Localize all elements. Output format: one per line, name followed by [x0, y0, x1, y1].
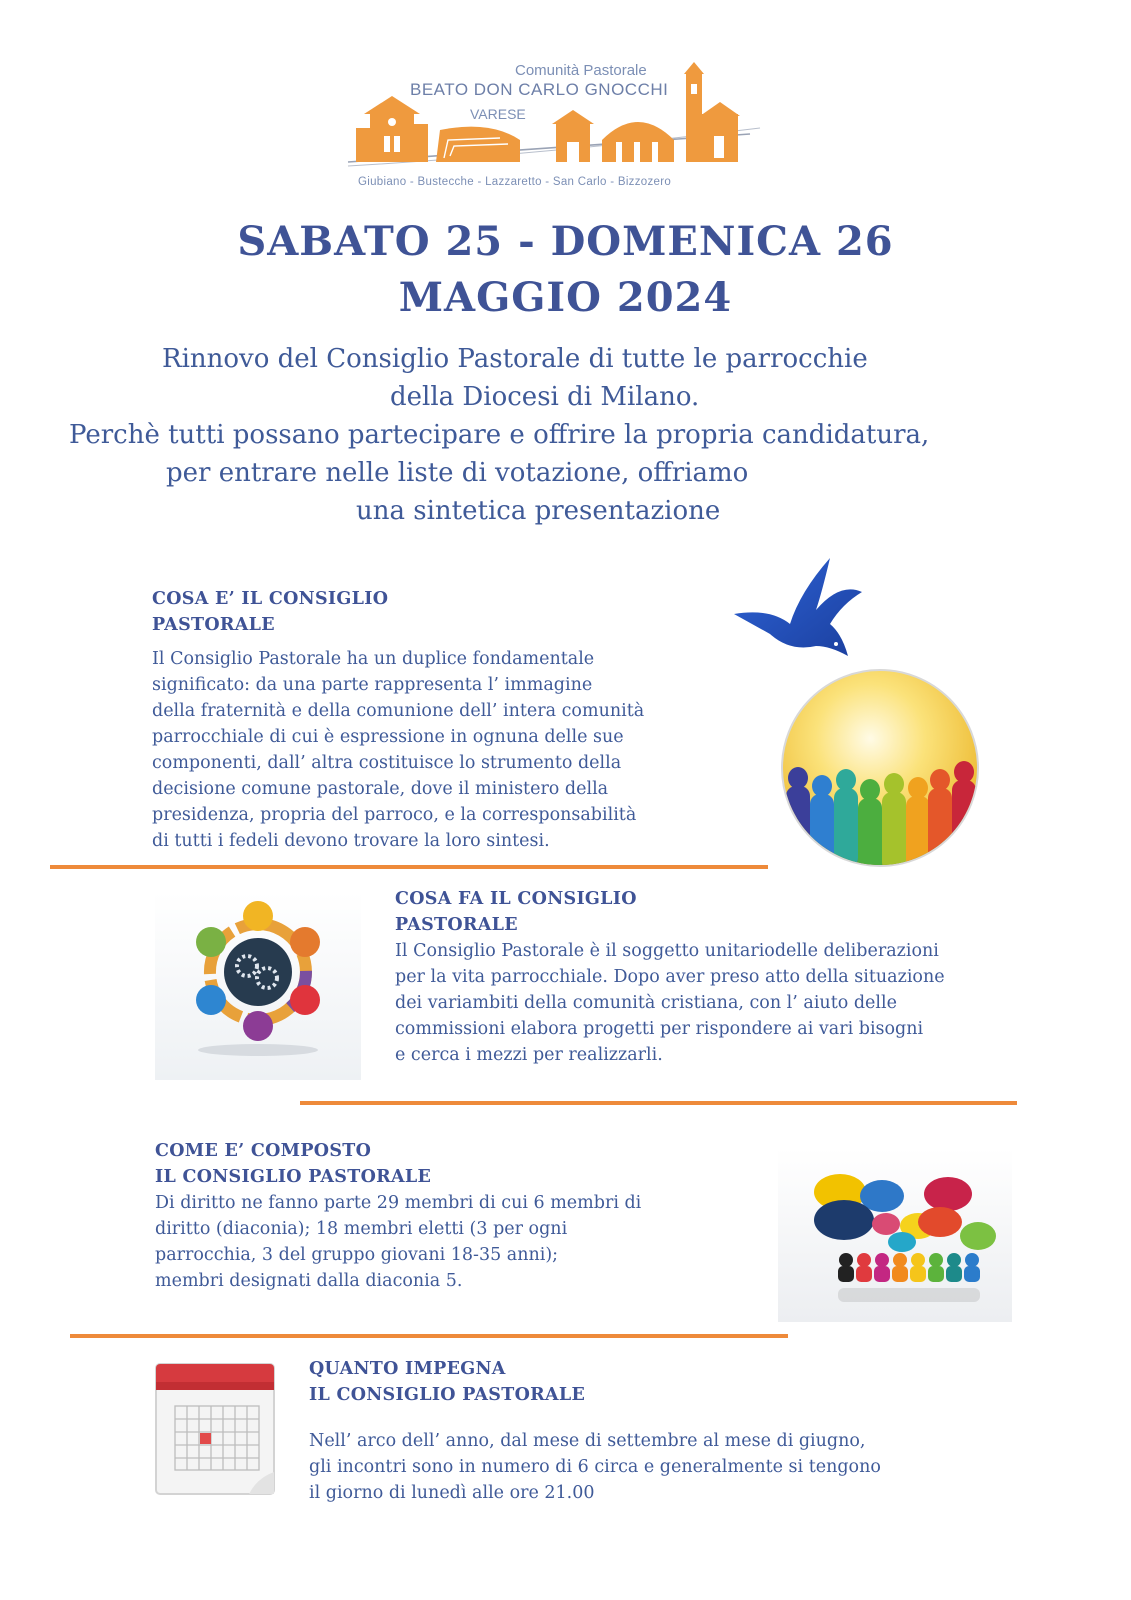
dove-icon	[730, 552, 870, 662]
calendar-icon	[153, 1360, 279, 1498]
section-body-line: dei variambiti della comunità cristiana, con l’ aiuto delle	[395, 993, 897, 1013]
section-body-line: presidenza, propria del parroco, e la corresponsabilità	[152, 805, 637, 825]
section-body-line: parrocchiale di cui è espressione in ognuna delle sue	[152, 727, 624, 747]
section-body-line: membri designati dalla diaconia 5.	[155, 1271, 463, 1291]
section-commitment	[309, 1356, 881, 1506]
section-body-line: componenti, dall’ altra costituisce lo strumento della	[152, 753, 622, 773]
section-title: COSA E’ IL CONSIGLIO	[152, 589, 389, 609]
section-what-does	[395, 886, 945, 1068]
section-body-line: di tutti i fedeli devono trovare la loro sintesi.	[152, 831, 550, 851]
section-body-line: significato: da una parte rappresenta l’ immagine	[152, 675, 593, 695]
intro-line: per entrare nelle liste di votazione, offriamo	[166, 458, 749, 488]
section-title: IL CONSIGLIO PASTORALE	[155, 1167, 432, 1187]
section-title: PASTORALE	[395, 915, 518, 935]
intro-line: Perchè tutti possano partecipare e offrire la propria candidatura,	[69, 420, 930, 450]
speech-bubbles-people-icon	[778, 1148, 1012, 1322]
gears-team-icon	[155, 892, 361, 1080]
section-body-line: e cerca i mezzi per realizzarli.	[395, 1045, 663, 1065]
section-body-line: gli incontri sono in numero di 6 circa e generalmente si tengono	[309, 1457, 881, 1477]
logo-parishes: Giubiano - Bustecche - Lazzaretto - San Carlo - Bizzozero	[358, 176, 672, 188]
intro-line: una sintetica presentazione	[356, 496, 721, 526]
intro-line: Rinnovo del Consiglio Pastorale di tutte le parrocchie	[162, 344, 868, 374]
section-what-is	[152, 586, 644, 854]
intro-line: della Diocesi di Milano.	[390, 382, 700, 412]
section-divider	[50, 865, 768, 869]
logo-line-community: Comunità Pastorale	[515, 62, 647, 79]
community-circle-icon	[780, 668, 980, 868]
event-date-line2: MAGGIO 2024	[398, 274, 733, 321]
section-body-line: Nell’ arco dell’ anno, dal mese di settembre al mese di giugno,	[309, 1431, 866, 1451]
section-title: IL CONSIGLIO PASTORALE	[309, 1385, 586, 1405]
section-title: COME E’ COMPOSTO	[155, 1141, 372, 1161]
section-body-line: parrocchia, 3 del gruppo giovani 18-35 anni);	[155, 1245, 559, 1265]
section-body-line: diritto (diaconia); 18 membri eletti (3 per ogni	[155, 1219, 568, 1239]
parish-logo	[340, 58, 770, 198]
section-body-line: decisione comune pastorale, dove il ministero della	[152, 779, 609, 799]
section-title: QUANTO IMPEGNA	[309, 1359, 506, 1379]
section-body-line: Di diritto ne fanno parte 29 membri di cui 6 membri di	[155, 1193, 642, 1213]
section-title: COSA FA IL CONSIGLIO	[395, 889, 637, 909]
section-title: PASTORALE	[152, 615, 275, 635]
section-body-line: commissioni elabora progetti per rispondere ai vari bisogni	[395, 1019, 924, 1039]
section-divider	[300, 1101, 1017, 1105]
logo-line-city: VARESE	[470, 106, 526, 122]
section-divider	[70, 1334, 788, 1338]
section-body-line: per la vita parrocchiale. Dopo aver preso atto della situazione	[395, 967, 945, 987]
section-body-line: Il Consiglio Pastorale è il soggetto unitariodelle deliberazioni	[395, 941, 939, 961]
section-body-line: della fraternità e della comunione dell’ intera comunità	[152, 701, 645, 721]
logo-line-name: BEATO DON CARLO GNOCCHI	[410, 80, 669, 99]
event-date-line1: SABATO 25 - DOMENICA 26	[237, 218, 894, 265]
section-composition	[155, 1138, 641, 1294]
section-body-line: il giorno di lunedì alle ore 21.00	[309, 1483, 595, 1503]
section-body-line: Il Consiglio Pastorale ha un duplice fondamentale	[152, 649, 595, 669]
